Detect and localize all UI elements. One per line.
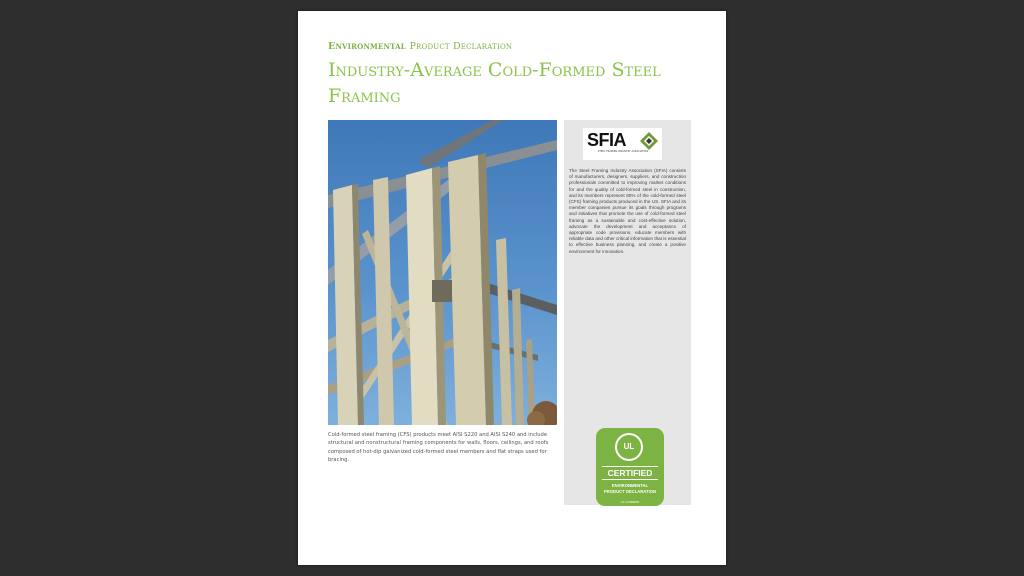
badge-line-1: ENVIRONMENTAL [611, 483, 649, 488]
badge-certified: CERTIFIED [607, 468, 653, 478]
document-title: Industry-Average Cold-Formed Steel Framing [328, 59, 661, 107]
photo-caption: Cold-formed steel framing (CFS) products meet AISI S220 and AISI S240 and include structural and nonstructural framing components for walls, floors, ceilings, and roofs composed of hot-dip galvanized cold-formed steel members and flat straps used for bracing. [328, 432, 549, 464]
badge-divider-top [602, 466, 658, 467]
ul-certified-epd-badge [596, 428, 664, 506]
sfia-description: The Steel Framing Industry Association (SFIA) consists of manufacturers, designers, suppliers, and construction professionals committed to improving market conditions for and the quality of cold-formed steel in construction, and its members represent 80% of the cold-formed steel (CFS) framing products produced in the US. SFIA and its member companies pursue its goals through programs and initiatives that promote the use of cold-formed steel framing as a sustainable and cost-effective solution, advocate the development and acceptance of appropriate code provisions, educate members with reliable data and other critical information that is essential to effective business planning, and create a positive environment for innovation. [569, 168, 686, 254]
eyebrow-rest: Product Declaration [409, 41, 513, 52]
document-eyebrow [328, 41, 512, 52]
badge-line-2: PRODUCT DECLARATION [603, 489, 657, 494]
badge-url: UL.COM/EPD [620, 500, 640, 504]
sfia-logo-subtitle: STEEL FRAMING INDUSTRY ASSOCIATION [597, 150, 649, 153]
badge-divider-bottom [602, 479, 658, 480]
ul-logo-icon [615, 433, 643, 461]
eyebrow-bold: Environmental [328, 41, 406, 52]
sfia-logo [583, 128, 662, 160]
ul-mark: UL [623, 442, 635, 451]
sfia-diamond-icon [640, 132, 658, 150]
steel-framing-photo [328, 120, 557, 425]
document-page [298, 11, 726, 565]
sfia-sidebar [564, 120, 691, 505]
sfia-logo-mark: SFIA [587, 130, 627, 150]
